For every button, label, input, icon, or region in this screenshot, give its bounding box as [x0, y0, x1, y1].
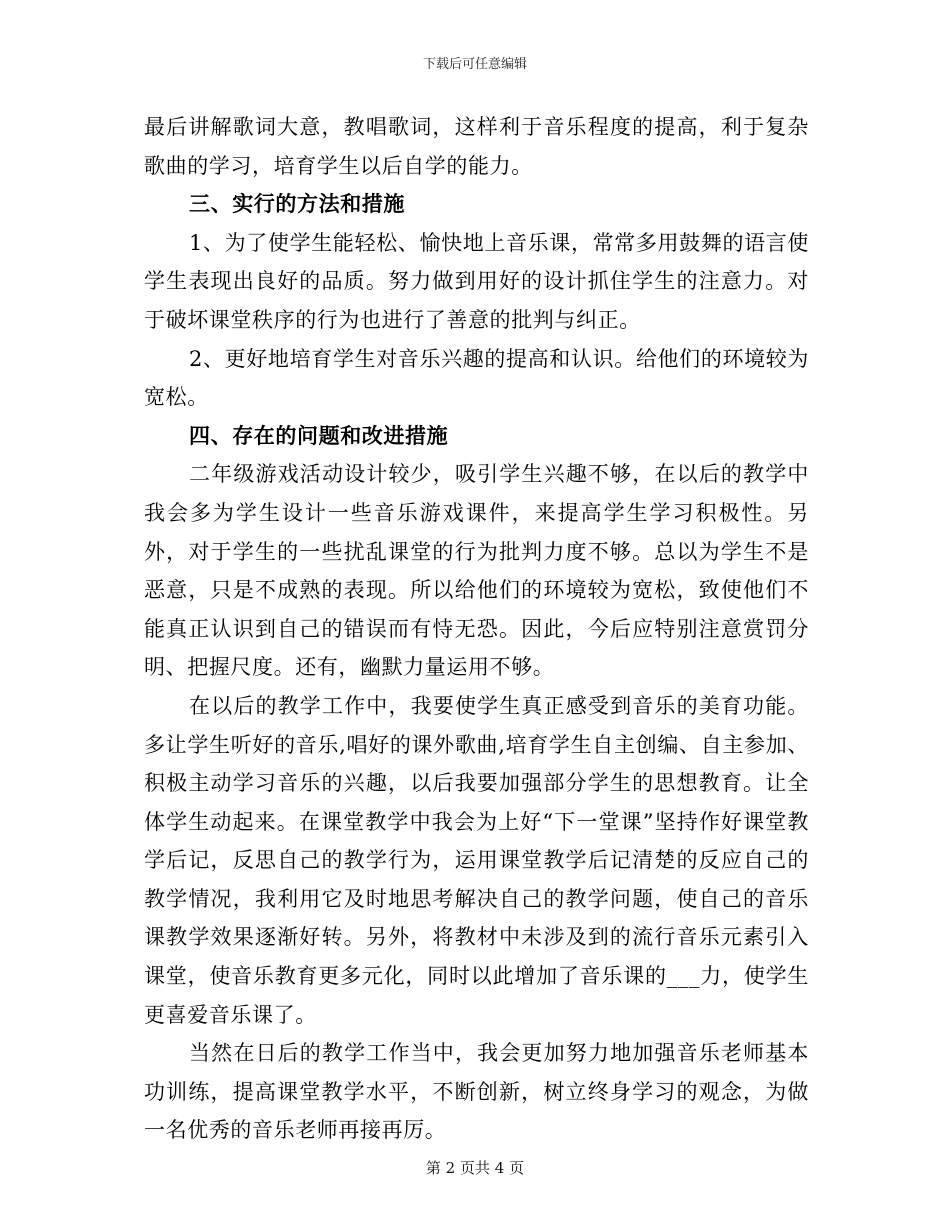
page-header: 下载后可任意编辑 — [422, 57, 527, 72]
paragraph-problems: 二年级游戏活动设计较少，吸引学生兴趣不够，在以后的教学中我会多为学生设计一些音乐游戏课件，来提高学生学习积极性。另外，对于学生的一些扰乱课堂的行为批判力度不够。总以为学生不是恶意，只是不成熟的表现。所以给他们的环境较为宽松，致使他们不能真正认识到自己的错误而有恃无恐。因此，今后应特别注意赏罚分明、把握尺度。还有，幽默力量运用不够。 — [144, 462, 809, 680]
section-heading-problems: 四、存在的问题和改进措施 — [189, 422, 449, 448]
paragraph-method-1: 1、为了使学生能轻松、愉快地上音乐课，常常多用鼓舞的语言使学生表现出良好的品质。努力做到用好的设计抓住学生的注意力。对于破坏课堂秩序的行为也进行了善意的批判与纠正。 — [144, 230, 809, 332]
paragraph-method-2: 2、更好地培育学生对音乐兴趣的提高和认识。给他们的环境较为宽松。 — [144, 346, 809, 410]
document-body — [144, 108, 809, 1150]
section-heading-methods: 三、实行的方法和措施 — [189, 191, 405, 217]
page-footer: 第 2 页共 4 页 — [425, 1159, 525, 1177]
paragraph-conclusion: 当然在日后的教学工作当中，我会更加努力地加强音乐老师基本功训练，提高课堂教学水平，不断创新，树立终身学习的观念，为做一名优秀的音乐老师再接再厉。 — [144, 1041, 809, 1143]
paragraph-future-work: 在以后的教学工作中，我要使学生真正感受到音乐的美育功能。多让学生听好的音乐,唱好的课外歌曲,培育学生自主创编、自主参加、积极主动学习音乐的兴趣，以后我要加强部分学生的思想教育。让全体学生动起来。在课堂教学中我会为上好“下一堂课”坚持作好课堂教学后记，反思自己的教学行为，运用课堂教学后记清楚的反应自己的教学情况，我利用它及时地思考解决自己的教学问题，使自己的音乐课教学效果逐渐好转。另外，将教材中未涉及到的流行音乐元素引入课堂，使音乐教育更多元化，同时以此增加了音乐课的___力，使学生更喜爱音乐课了。 — [144, 693, 809, 1027]
paragraph-lyrics: 最后讲解歌词大意，教唱歌词，这样利于音乐程度的提高，利于复杂歌曲的学习，培育学生以后自学的能力。 — [144, 115, 809, 178]
